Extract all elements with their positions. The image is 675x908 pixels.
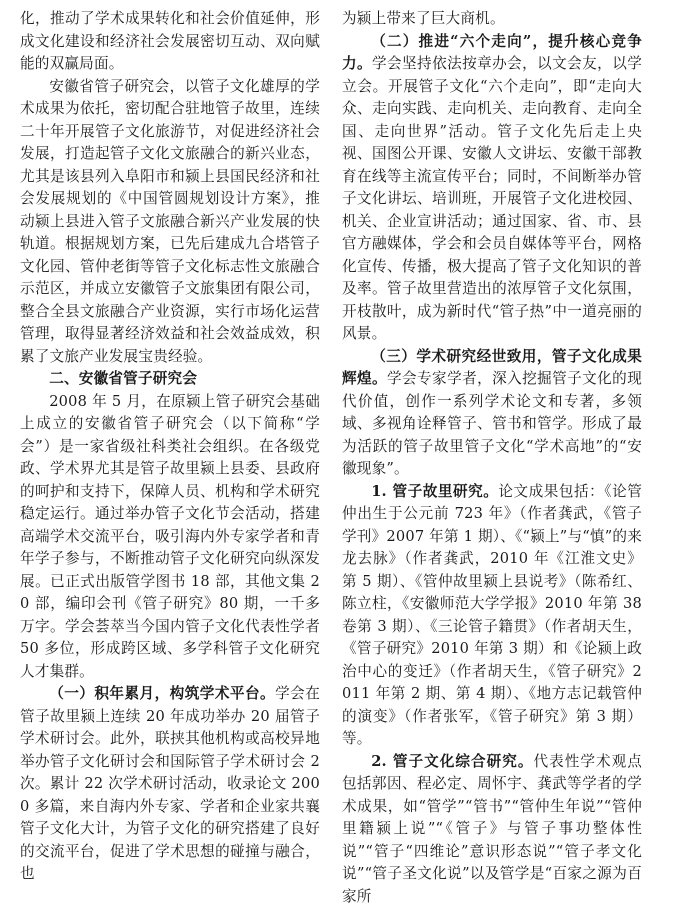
paragraph-academic-platform [20, 683, 320, 886]
body-six-directions: 学会坚持依法按章办会，以文会友，以学立会。开展管子文化“六个走向”，即“走向大众、走向实践、走向机关、走向教育、走向全国、走向世界”活动。管子文化先后走上央视、国图公开课、安徽人文讲坛、安徽干部教育在线等主流宣传平台；同时，不间断举办管子文化讲坛、培训班，开展管子文化进校园、机关、企业宣讲活动；通过国家、省、市、县官方融媒体，学会和会员自媒体等平台，网格化宣传、传播，极大提高了管子文化知识的普及率。管子故里营造出的浓厚管子文化氛围，开枝散叶，成为新时代“管子热”中一道亮丽的风景。 [342, 55, 642, 342]
paragraph-research-achievements [342, 346, 642, 481]
paragraph-hometown-research [342, 481, 642, 751]
subheading-six-directions: （二）推进“六个走向”，提升核心竞争力。 [342, 33, 642, 73]
body-hometown-research: 论文成果包括：《论管仲出生于公元前 723 年》（作者龚武，《管子学刊》2007 年第 1 期）、《“颍上”与“慎”的来龙去脉》（作者龚武，2010 年《江淮文史》第 5 期）、《管仲故里颍上县说考》（陈希红、陈立柱，《安徽师范大学学报》2010 年第 38 卷第 3 期）、《三论管子籍贯》（作者胡天生，《管子研究》2010 年第 3 期）和《论颍上政治中心的变迁》（作者胡天生，《管子研究》2011 年第 2 期、第 4 期）、《地方志记载管仲的演变》（作者张军，《管子研究》第 3 期）等。 [342, 483, 642, 748]
paragraph-research-society-tourism: 安徽省管子研究会，以管子文化雄厚的学术成果为依托，密切配合驻地管子故里，连续二十年开展管子文化旅游节，对促进经济社会发展，打造起管子文化文旅融合的新兴业态，尤其是该县列入阜阳市和颍上县国民经济和社会发展规划的《中国管圆规划设计方案》，推动颍上县进入管子文旅融合新兴产业发展的快轨道。根据规划方案，已先后建成九合塔管子文化园、管仲老街等管子文化标志性文旅融合示范区，并成立安徽管子文旅集团有限公司，整合全县文旅融合产业资源，实行市场化运营管理，取得显著经济效益和社会效益成效，积累了文旅产业发展宝贵经验。 [20, 76, 320, 369]
body-research-achievements: 学会专家学者，深入挖掘管子文化的现代价值，创作一系列学术论文和专著，多领域、多视角诠释管子、管书和管学。形成了最为活跃的管子故里管子文化“学术高地”的“安徽现象”。 [342, 370, 642, 477]
paragraph-continuation-right: 为颍上带来了巨大商机。 [342, 8, 642, 31]
right-column [342, 8, 642, 830]
subheading-research-achievements: （三）学术研究经世致用，管子文化成果辉煌。 [342, 348, 642, 388]
section-heading-society: 二、安徽省管子研究会 [20, 368, 320, 391]
subheading-comprehensive-research: 2. 管子文化综合研究。 [371, 753, 533, 770]
paragraph-society-founding: 2008 年 5 月，在原颍上管子研究会基础上成立的安徽省管子研究会（以下简称“学会”）是一家省级社科类社会组织。在各级党政、学术界尤其是管子故里颍上县委、县政府的呵护和支持下，保障人员、机构和学术研究稳定运行。通过举办管子文化节会活动，搭建高端学术交流平台，吸引海内外专家学者和青年学子参与，不断推动管子文化研究向纵深发展。已正式出版管学图书 18 部，其他文集 20 部，编印会刊《管子研究》80 期，一千多万字。学会荟萃当今国内管子文化代表性学者 50 多位，形成跨区域、多学科管子文化研究人才集群。 [20, 391, 320, 684]
subheading-academic-platform: （一）积年累月，构筑学术平台。 [49, 685, 275, 702]
left-column [20, 8, 320, 830]
paragraph-comprehensive-research [342, 751, 642, 908]
subheading-hometown-research: 1. 管子故里研究。 [371, 483, 498, 500]
paragraph-continuation: 化，推动了学术成果转化和社会价值延伸，形成文化建设和经济社会发展密切互动、双向赋能的双赢局面。 [20, 8, 320, 76]
paragraph-six-directions [342, 31, 642, 346]
body-academic-platform: 学会在管子故里颍上连续 20 年成功举办 20 届管子学术研讨会。此外，联挟其他机构或高校异地举办管子文化研讨会和国际管子学术研讨会 2 次。累计 22 次学术研讨活动，收录论文 2000 多篇，来自海内外专家、学者和企业家共襄管子文化大计，为管子文化的研究搭建了良好的交流平台，促进了学术思想的碰撞与融合，也 [20, 685, 320, 882]
body-comprehensive-research: 代表性学术观点包括郭因、程必定、周怀宇、龚武等学者的学术成果，如“管学”“管书”“管仲生年说”“管仲里籍颍上说”“《管子》与管子事功整体性说”“管子“四维论”意识形态说”“管子孝文化说”“管子圣文化说”以及管学是“百家之源为百家所 [342, 753, 642, 905]
